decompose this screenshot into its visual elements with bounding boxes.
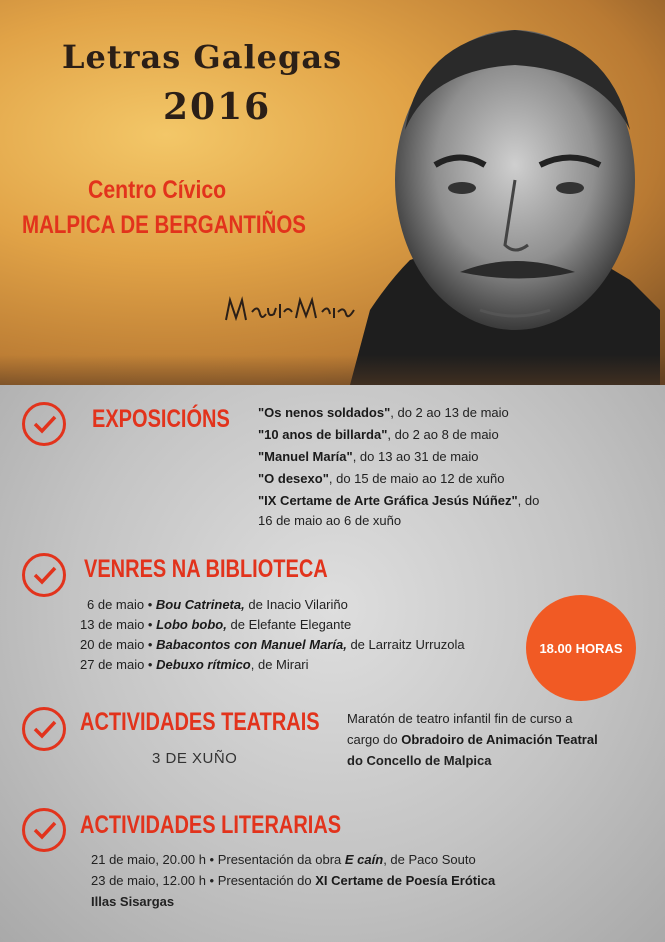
section-heading-exposicions: EXPOSICIÓNS	[92, 405, 230, 433]
list-item: 27 de maio • Debuxo rítmico, de Mirari	[80, 657, 309, 672]
title-line2: 2016	[163, 86, 272, 128]
signature-image	[222, 290, 362, 330]
literarias-line2: 23 de maio, 12.00 h • Presentación do XI Certame de Poesía Erótica	[91, 873, 496, 888]
venue-line1: Centro Cívico	[88, 176, 227, 204]
list-item: "10 anos de billarda", do 2 ao 8 de maio	[258, 427, 499, 442]
list-item: 16 de maio ao 6 de xuño	[258, 513, 402, 528]
teatrais-desc-line2: cargo do Obradoiro de Animación Teatral	[347, 732, 598, 747]
check-circle-icon	[22, 402, 66, 446]
section-heading-literarias: ACTIVIDADES LITERARIAS	[80, 811, 342, 839]
time-badge: 18.00 HORAS	[526, 595, 636, 701]
literarias-line1: 21 de maio, 20.00 h • Presentación da obra E caín, de Paco Souto	[91, 852, 476, 867]
check-circle-icon	[22, 707, 66, 751]
list-item: 6 de maio • Bou Catrineta, de Inacio Vilariño	[87, 597, 348, 612]
list-item: "IX Certame de Arte Gráfica Jesús Núñez", do	[258, 493, 540, 508]
list-item: 13 de maio • Lobo bobo, de Elefante Elegante	[80, 617, 352, 632]
literarias-line3: Illas Sisargas	[91, 894, 175, 909]
teatrais-date: 3 DE XUÑO	[152, 750, 238, 767]
section-heading-teatrais: ACTIVIDADES TEATRAIS	[80, 708, 320, 736]
poster-header	[0, 0, 665, 385]
list-item: 20 de maio • Babacontos con Manuel María, de Larraitz Urruzola	[80, 637, 465, 652]
list-item: "O desexo", do 15 de maio ao 12 de xuño	[258, 471, 505, 486]
venue-line2: MALPICA DE BERGANTIÑOS	[22, 211, 306, 239]
teatrais-desc-line1: Maratón de teatro infantil fin de curso a	[347, 711, 573, 726]
list-item: "Os nenos soldados", do 2 ao 13 de maio	[258, 405, 509, 420]
portrait-image	[350, 10, 660, 385]
list-item: "Manuel María", do 13 ao 31 de maio	[258, 449, 479, 464]
title-line1: Letras Galegas	[62, 38, 343, 76]
teatrais-desc-line3: do Concello de Malpica	[347, 753, 492, 768]
check-circle-icon	[22, 808, 66, 852]
section-heading-venres: VENRES NA BIBLIOTECA	[84, 555, 328, 583]
check-circle-icon	[22, 553, 66, 597]
